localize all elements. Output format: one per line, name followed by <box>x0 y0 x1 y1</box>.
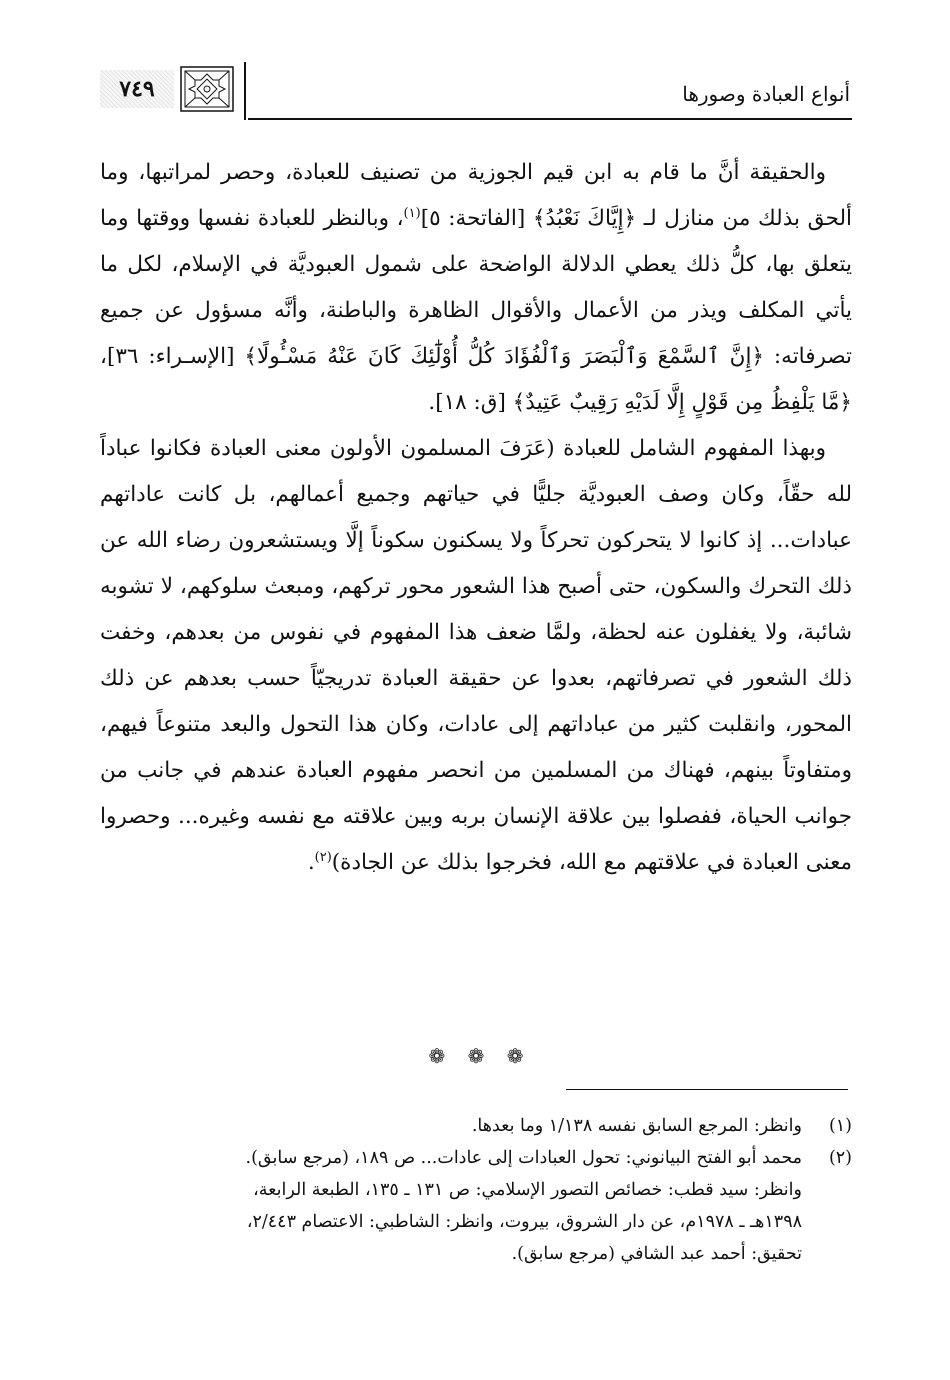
paragraph-text: والحقيقة أنَّ ما قام به ابن قيم الجوزية من تصنيف للعبادة، وحصر لمراتبها، وما ألحق بذلك من منازل لـ ﴿إِيَّاكَ نَعْبُدُ﴾ [الفاتحة: ٥] <box>100 160 852 231</box>
header-vertical-rule <box>244 62 246 120</box>
footnote <box>100 1142 852 1270</box>
page-header <box>98 62 852 122</box>
footnote-line: وانظر: سيد قطب: خصائص التصور الإسلامي: ص ١٣١ ـ ١٣٥، الطبعة الرابعة، <box>253 1180 802 1200</box>
footnote <box>100 1110 852 1142</box>
footnote-line: وانظر: المرجع السابق نفسه ١/١٣٨ وما بعدها. <box>471 1116 802 1136</box>
paragraph-text: ، وبالنظر للعبادة نفسها ووقتها وما يتعلق بها، كلُّ ذلك يعطي الدلالة الواضحة على شمول العبوديَّة في الإسلام، لكل ما يأتي المكلف ويذر من الأعمال والأقوال الظاهرة والباطنة، وأنَّه مسؤول عن جميع تصرفاته: ﴿إِنَّ ٱلسَّمْعَ وَٱلْبَصَرَ وَٱلْفُؤَادَ كُلُّ أُوْلَٰٓئِكَ كَانَ عَنْهُ مَسْـُٔولًا﴾ [الإسـراء: ٣٦]، ﴿مَّا يَلْفِظُ مِن قَوْلٍ إِلَّا لَدَيْهِ رَقِيبٌ عَتِيدٌ﴾ [ق: ١٨]. <box>100 206 853 415</box>
paragraph <box>100 426 852 886</box>
main-text <box>100 150 852 886</box>
section-separator: ❁ ❁ ❁ <box>428 1044 532 1068</box>
paragraph-text: . <box>307 850 315 875</box>
footnotes <box>100 1110 852 1270</box>
page-number: ٧٤٩ <box>119 76 155 102</box>
running-title: أنواع العبادة وصورها <box>682 82 850 106</box>
footnote-number: (١) <box>828 1116 852 1136</box>
header-rule <box>248 118 852 120</box>
paragraph-text: وبهذا المفهوم الشامل للعبادة (عَرَفَ المسلمون الأولون معنى العبادة فكانوا عباداً لله حقّاً، وكان وصف العبوديَّة جليًّا في حياتهم وجميع أعمالهم، بل كانت عاداتهم عبادات... إذ كانوا لا يتحركون تحركاً ولا يسكنون سكوناً إلَّا ويستشعرون رضاء الله عن ذلك التحرك والسكون، حتى أصبح هذا الشعور محور تركهم، ومبعث سلوكهم، لا تشوبه شائبة، ولا يغفلون عنه لحظة، ولمَّا ضعف هذا المفهوم في نفوس من بعدهم، وخفت ذلك الشعور في تصرفاتهم، بعدوا عن حقيقة العبادة تدريجيّاً حسب بعدهم عن ذلك المحور، وانقلبت كثير من عباداتهم إلى عادات، وكان هذا التحول والبعد متنوعاً فيهم، ومتفاوتاً بينهم، فهناك من المسلمين من انحصر مفهوم العبادة عندهم في جانب من جوانب الحياة، ففصلوا بين علاقة الإنسان بربه وبين علاقته مع نفسه وغيره... وحصروا معنى العبادة في علاقتهم مع الله، فخرجوا بذلك عن الجادة) <box>100 436 852 875</box>
page-number-box <box>100 70 174 108</box>
paragraph <box>100 150 852 426</box>
footnote-line: محمد أبو الفتح البيانوني: تحول العبادات إلى عادات... ص ١٨٩، (مرجع سابق). <box>245 1148 802 1168</box>
footnote-rule <box>566 1089 848 1090</box>
ornament-icon <box>180 66 234 112</box>
footnote-line: تحقيق: أحمد عبد الشافي (مرجع سابق). <box>511 1244 802 1264</box>
footnote-number: (٢) <box>828 1148 852 1168</box>
footnote-ref: (١) <box>403 205 421 221</box>
footnote-line: ١٣٩٨هـ ـ ١٩٧٨م، عن دار الشروق، بيروت، وانظر: الشاطبي: الاعتصام ٢/٤٤٣، <box>246 1212 802 1232</box>
footnote-ref: (٢) <box>314 849 332 865</box>
